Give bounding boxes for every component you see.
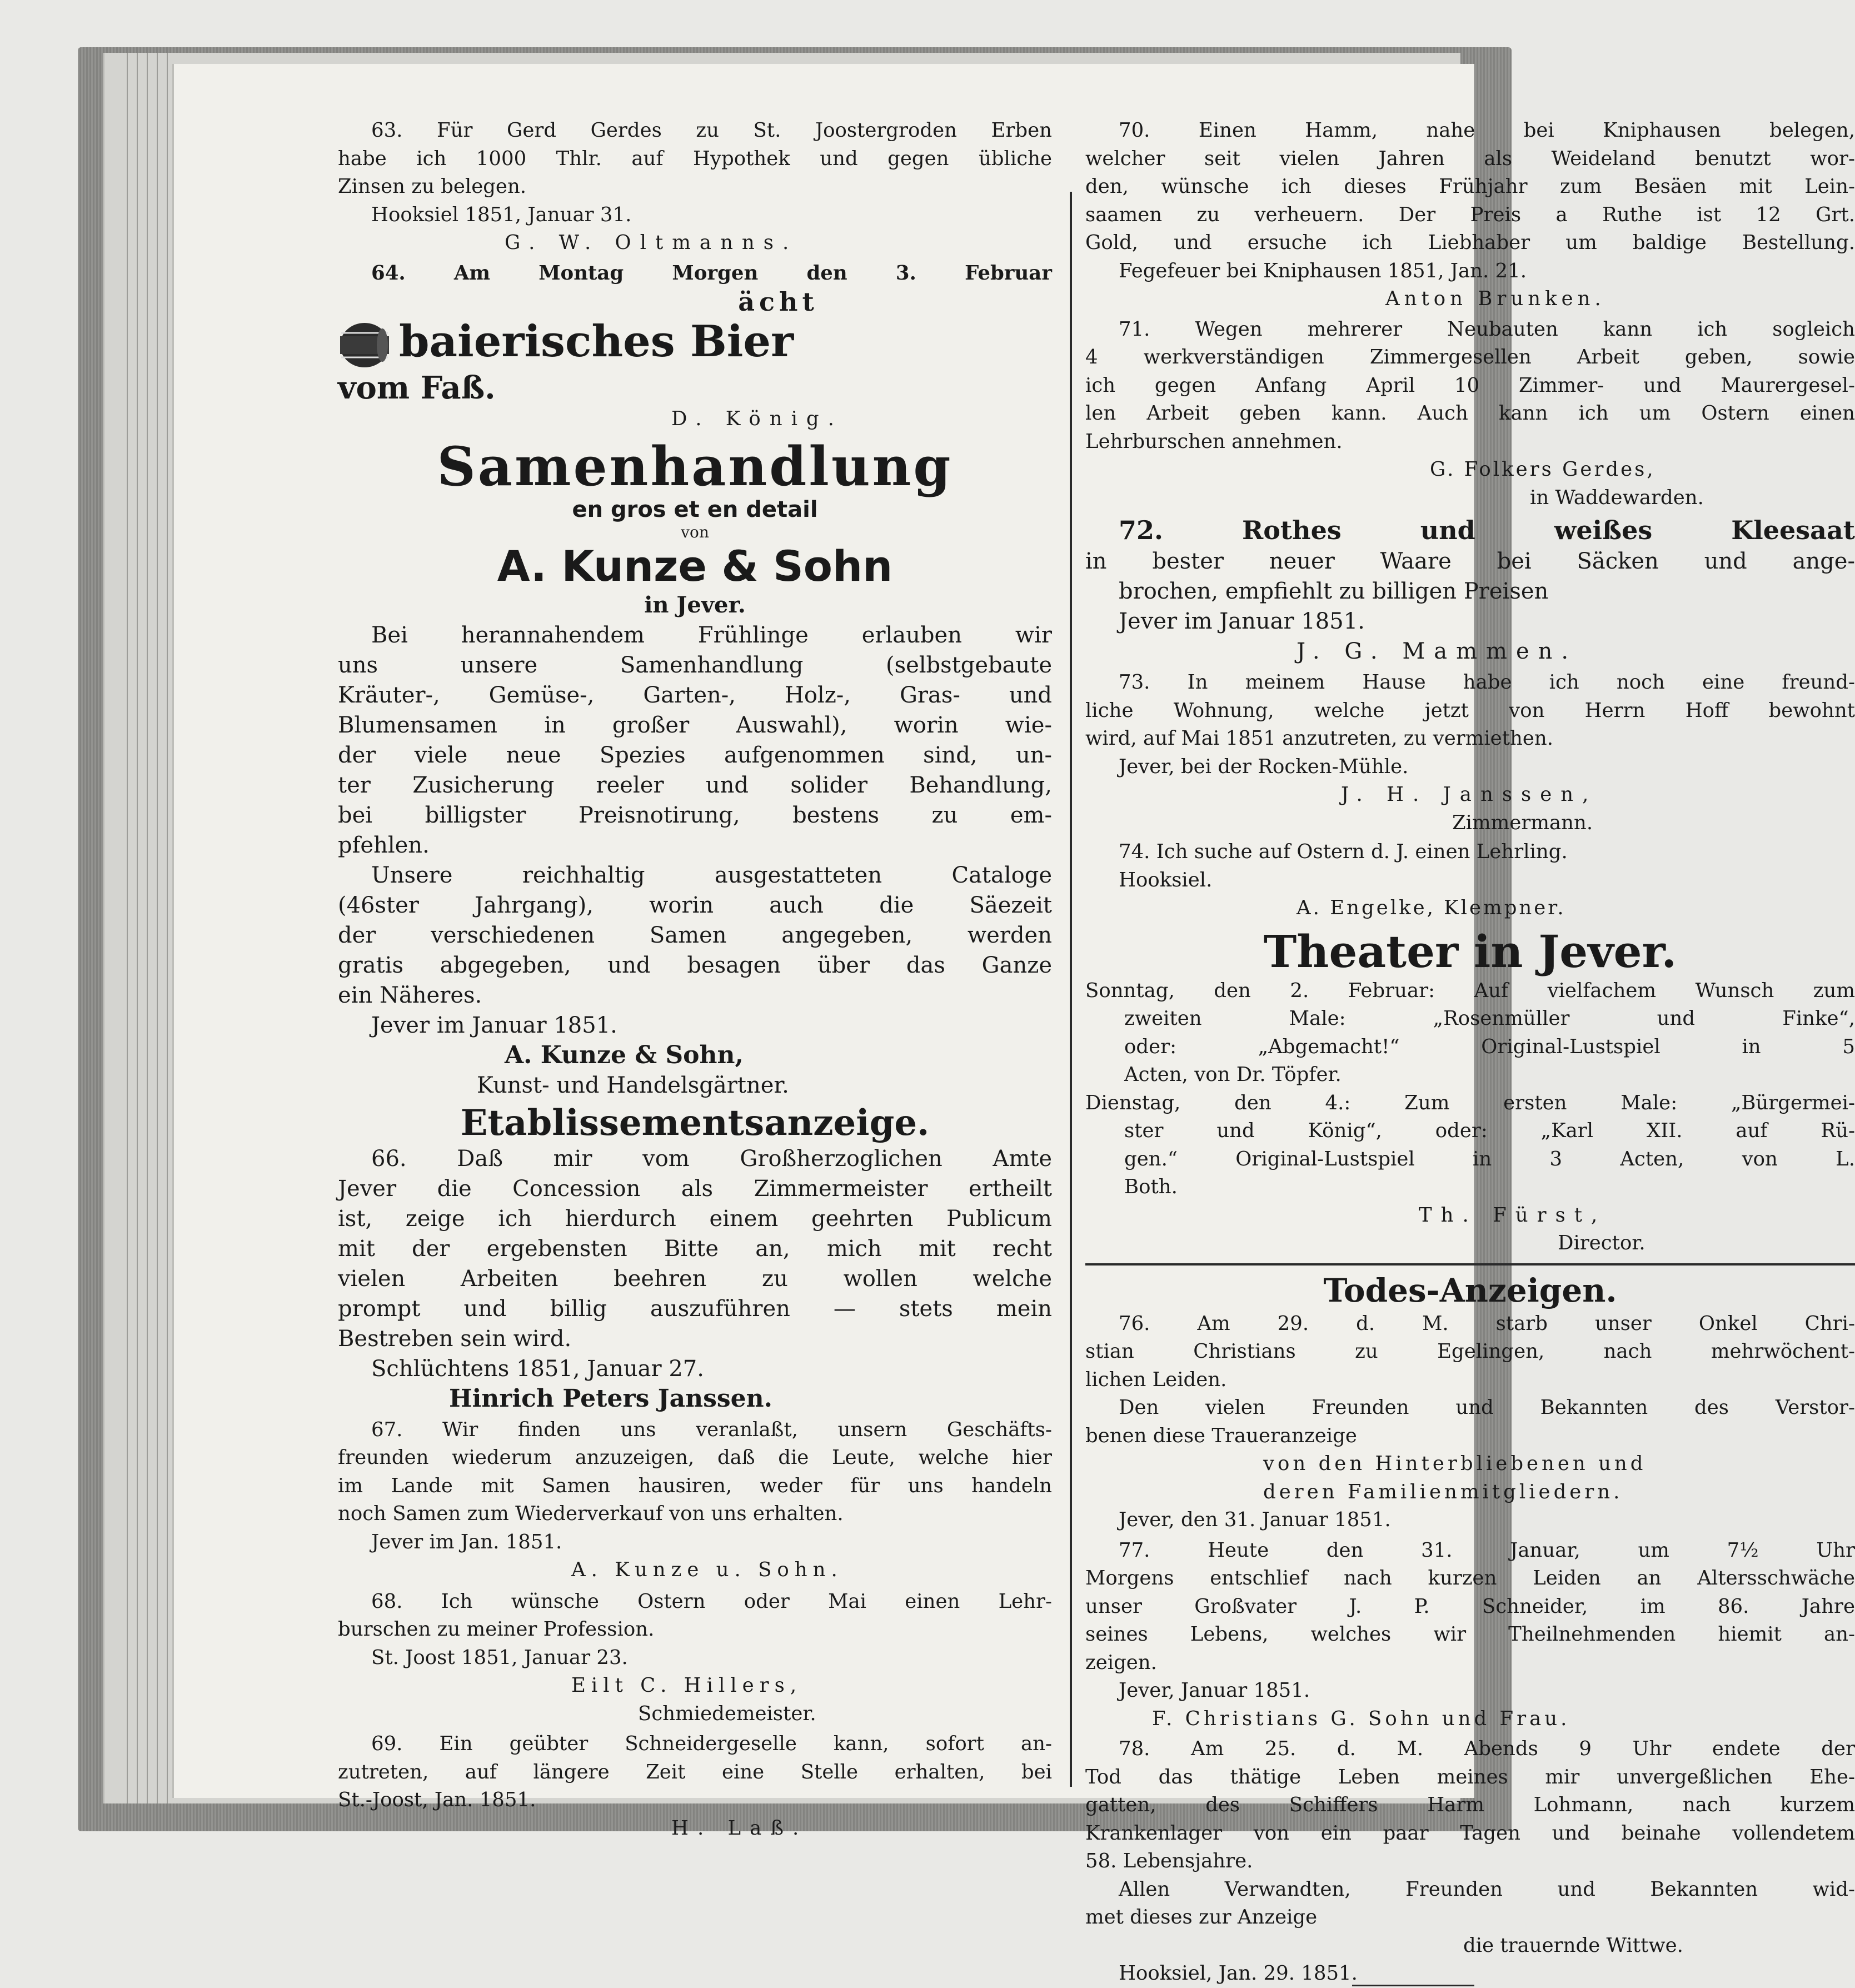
ad-67-body-line: 67. Wir finden uns veranlaßt, unsern Geschäfts-: [371, 1418, 1052, 1441]
ad-72-body-line: in bester neuer Waare bei Säcken und ange-: [1085, 549, 1855, 574]
ad-63-line-3: Zinsen zu belegen.: [338, 175, 527, 198]
theater-signature-role: Director.: [1558, 1232, 1645, 1254]
ad-72: [1085, 514, 1855, 666]
ad-71-body-line: ich gegen Anfang April 10 Zimmer- und Maurergesel-: [1085, 373, 1855, 397]
ad-66-body-line: 66. Daß mir vom Großherzoglichen Amte: [371, 1145, 1052, 1172]
theater-title: Theater in Jever.: [1263, 925, 1677, 978]
ad-73-body-line: Jever, bei der Rocken-Mühle.: [1119, 755, 1409, 778]
death-notices-title: Todes-Anzeigen.: [1323, 1271, 1617, 1309]
ad-78-date: Hooksiel, Jan. 29. 1851.: [1119, 1962, 1358, 1985]
theater-line: ster und König“, oder: „Karl XII. auf Rü-: [1124, 1119, 1855, 1142]
ad-76-line: von den Hinterbliebenen und: [1263, 1452, 1647, 1475]
ad-65-title: Samenhandlung: [437, 435, 953, 498]
ad-68-body-line: 68. Ich wünsche Ostern oder Mai einen Lehr-: [371, 1590, 1052, 1613]
ad-65-body-line: (46ster Jahrgang), worin auch die Säezeit: [338, 892, 1052, 918]
ad-78-line: 78. Am 25. d. M. Abends 9 Uhr endete der: [1119, 1737, 1855, 1760]
beer-barrel-icon: [338, 320, 391, 371]
ad-78-line: gatten, des Schiffers Harm Lohmann, nach kurzem: [1085, 1793, 1855, 1816]
ad-74-body-line: Hooksiel.: [1119, 868, 1213, 891]
ad-64-vom-fass: vom Faß.: [338, 370, 496, 406]
ad-69: [338, 1730, 1052, 1842]
ad-66-body-line: vielen Arbeiten beehren zu wollen welche: [338, 1265, 1052, 1292]
ad-66: [338, 1103, 1052, 1414]
ad-63-line-1: 63. Für Gerd Gerdes zu St. Joostergroden Erben: [371, 119, 1052, 142]
ad-78-line: 58. Lebensjahre.: [1085, 1850, 1253, 1872]
ad-76-line: deren Familienmitgliedern.: [1263, 1480, 1623, 1503]
ad-76-line: lichen Leiden.: [1085, 1368, 1227, 1391]
ad-76-line: stian Christians zu Egelingen, nach mehrwöchent-: [1085, 1340, 1855, 1363]
theater-signature: Th. Fürst,: [1419, 1203, 1607, 1227]
ad-66-body-line: ist, zeige ich hierdurch einem geehrten Publicum: [338, 1205, 1052, 1232]
ad-71-body-line: Lehrburschen annehmen.: [1085, 430, 1343, 453]
ad-77-line: 77. Heute den 31. Januar, um 7½ Uhr: [1119, 1538, 1855, 1562]
ad-76-line: Den vielen Freunden und Bekannten des Verstor-: [1119, 1396, 1855, 1419]
ad-76: [1085, 1310, 1855, 1534]
ad-69-body-line: St.-Joost, Jan. 1851.: [338, 1788, 536, 1811]
ad-65-body-line: der verschiedenen Samen angegeben, werden: [338, 922, 1052, 948]
ad-66-body-line: mit der ergebensten Bitte an, mich mit recht: [338, 1235, 1052, 1262]
ad-74: [1085, 838, 1855, 923]
ad-65-body-line: pfehlen.: [338, 832, 430, 858]
ad-65-signature-role: Kunst- und Handelsgärtner.: [477, 1072, 789, 1098]
ad-71-body-line: 71. Wegen mehrerer Neubauten kann ich sogleich: [1119, 317, 1855, 341]
ad-65-body-line: ter Zusicherung reeler und solider Behandlung,: [338, 772, 1052, 798]
ad-63-signature: G. W. Oltmanns.: [505, 231, 798, 254]
theater-announcement: [1085, 926, 1855, 1258]
theater-line: Sonntag, den 2. Februar: Auf vielfachem Wunsch zum: [1085, 979, 1855, 1002]
theater-line: Dienstag, den 4.: Zum ersten Male: „Bürgermei-: [1085, 1091, 1855, 1114]
ad-65-body-line: Kräuter-, Gemüse-, Garten-, Holz-, Gras- und: [338, 682, 1052, 708]
ad-64-echt: ächt: [738, 287, 819, 317]
ad-78-line: Allen Verwandten, Freunden und Bekannten wid-: [1119, 1877, 1855, 1901]
ad-65-body-line: gratis abgegeben, und besagen über das Ganze: [338, 952, 1052, 978]
ad-63-line-2: habe ich 1000 Thlr. auf Hypothek und gegen übliche: [338, 147, 1052, 170]
ad-76-date: Jever, den 31. Januar 1851.: [1119, 1508, 1391, 1531]
ad-68-signature: Eilt C. Hillers,: [571, 1674, 802, 1697]
ad-78-signature: die trauernde Wittwe.: [1463, 1934, 1683, 1957]
ad-65-body-line: Blumensamen in großer Auswahl), worin wie-: [338, 712, 1052, 738]
ad-73: [1085, 669, 1855, 837]
ad-64-signature: D. König.: [671, 407, 843, 430]
ad-65-date: Jever im Januar 1851.: [371, 1012, 617, 1038]
ad-65: [338, 437, 1052, 1100]
theater-line: oder: „Abgemacht!“ Original-Lustspiel in 5: [1124, 1035, 1855, 1058]
ad-68-date: St. Joost 1851, Januar 23.: [371, 1646, 628, 1669]
ad-78-line: Tod das thätige Leben meines mir unvergeßlichen Ehe-: [1085, 1765, 1855, 1788]
ad-74-signature: A. Engelke, Klempner.: [1296, 896, 1566, 919]
ad-74-body-line: 74. Ich suche auf Ostern d. J. einen Lehrling.: [1119, 840, 1568, 863]
ad-66-body-line: prompt und billig auszuführen — stets mein: [338, 1296, 1052, 1322]
ad-65-firm: A. Kunze & Sohn: [497, 541, 893, 591]
ad-77-date: Jever, Januar 1851.: [1119, 1679, 1310, 1702]
ad-70-body-line: 70. Einen Hamm, nahe bei Kniphausen belegen,: [1119, 119, 1855, 142]
ad-65-signature: A. Kunze & Sohn,: [505, 1040, 744, 1069]
ad-72-body-line: brochen, empfiehlt zu billigen Preisen: [1119, 579, 1549, 604]
ad-70-date: Fegefeuer bei Kniphausen 1851, Jan. 21.: [1119, 259, 1527, 282]
ad-69-signature: H. Laß.: [671, 1816, 808, 1840]
ad-64: [338, 260, 1052, 434]
ad-72-date: Jever im Januar 1851.: [1119, 609, 1365, 634]
ad-67-signature: A. Kunze u. Sohn.: [571, 1558, 843, 1581]
ad-66-title: Etablissementsanzeige.: [460, 1102, 930, 1144]
ad-73-signature: J. H. Janssen,: [1341, 783, 1598, 806]
ad-65-von: von: [681, 522, 709, 541]
ad-63: [338, 117, 1052, 257]
ad-67: [338, 1416, 1052, 1585]
ad-64-beer: baierisches Bier: [399, 316, 794, 367]
ad-77-line: zeigen.: [1085, 1651, 1157, 1674]
ad-65-body-line: uns unsere Samenhandlung (selbstgebaute: [338, 652, 1052, 678]
ad-70-body-line: den, wünsche ich dieses Frühjahr zum Besäen mit Lein-: [1085, 175, 1855, 198]
ad-77: [1085, 1537, 1855, 1733]
ad-66-body-line: Jever die Concession als Zimmermeister ertheilt: [338, 1175, 1052, 1202]
ad-65-body-line: Bei herannahendem Frühlinge erlauben wir: [371, 622, 1052, 648]
ad-73-body-line: wird, auf Mai 1851 anzutreten, zu vermiethen.: [1085, 727, 1553, 750]
ad-69-body-line: 69. Ein geübter Schneidergeselle kann, sofort an-: [371, 1732, 1052, 1755]
ad-77-line: seines Lebens, welches wir Theilnehmenden hiemit an-: [1085, 1623, 1855, 1646]
ad-65-place: in Jever.: [644, 591, 746, 618]
ad-77-signature: F. Christians G. Sohn und Frau.: [1152, 1707, 1570, 1730]
ad-78-line: met dieses zur Anzeige: [1085, 1906, 1318, 1929]
ad-67-body-line: im Lande mit Samen hausiren, weder für uns handeln: [338, 1474, 1052, 1497]
theater-line: Both.: [1124, 1175, 1178, 1198]
ad-68-body-line: burschen zu meiner Profession.: [338, 1618, 655, 1641]
ad-65-subtitle: en gros et en detail: [572, 496, 818, 522]
closing-rule: [1352, 1985, 1474, 1986]
theater-line: gen.“ Original-Lustspiel in 3 Acten, von L.: [1124, 1147, 1855, 1170]
ad-70-body-line: saamen zu verheuern. Der Preis a Ruthe ist 12 Grt.: [1085, 203, 1855, 226]
ad-73-body-line: 73. In meinem Hause habe ich noch eine freund-: [1119, 671, 1855, 694]
ad-67-date: Jever im Jan. 1851.: [371, 1530, 562, 1553]
ad-73-signature-role: Zimmermann.: [1452, 811, 1593, 834]
ad-73-body-line: liche Wohnung, welche jetzt von Herrn Hoff bewohnt: [1085, 699, 1855, 722]
ad-76-line: benen diese Traueranzeige: [1085, 1424, 1357, 1447]
ad-77-line: Morgens entschlief nach kurzen Leiden an Altersschwäche: [1085, 1567, 1855, 1590]
ad-78: [1085, 1735, 1855, 1988]
ad-65-body-line: bei billigster Preisnotirung, bestens zu em-: [338, 802, 1052, 828]
ad-66-body-line: Bestreben sein wird.: [338, 1326, 572, 1352]
ad-65-body-line: Unsere reichhaltig ausgestatteten Cataloge: [371, 862, 1052, 888]
theater-line: Acten, von Dr. Töpfer.: [1124, 1063, 1342, 1086]
ad-70-signature: Anton Brunken.: [1385, 287, 1605, 310]
ad-64-line-1: 64. Am Montag Morgen den 3. Februar: [371, 261, 1052, 285]
ad-76-line: 76. Am 29. d. M. starb unser Onkel Chri-: [1119, 1312, 1855, 1335]
ad-64-heading: [338, 316, 1052, 371]
ad-71-signature: G. Folkers Gerdes,: [1430, 458, 1655, 481]
newspaper-page: [172, 64, 1855, 1985]
section-rule: [1085, 1263, 1855, 1265]
ad-65-body-line: der viele neue Spezies aufgenommen sind, un-: [338, 742, 1052, 768]
ad-72-signature: J. G. Mammen.: [1296, 639, 1578, 664]
ad-70: [1085, 117, 1855, 313]
ad-69-body-line: zutreten, auf längere Zeit eine Stelle erhalten, bei: [338, 1760, 1052, 1783]
ad-66-signature: Hinrich Peters Janssen.: [449, 1384, 772, 1413]
ad-71-body-line: len Arbeit geben kann. Auch kann ich um Ostern einen: [1085, 402, 1855, 425]
ad-78-line: Krankenlager von ein paar Tagen und beinahe vollendetem: [1085, 1821, 1855, 1845]
left-column: [338, 117, 1052, 1842]
ad-65-body-line: ein Näheres.: [338, 982, 482, 1008]
ad-71-signature-place: in Waddewarden.: [1530, 486, 1704, 509]
ad-70-body-line: Gold, und ersuche ich Liebhaber um baldige Bestellung.: [1085, 231, 1855, 254]
ad-71-body-line: 4 werkverständigen Zimmergesellen Arbeit geben, sowie: [1085, 346, 1855, 368]
column-divider: [1070, 192, 1072, 1787]
ad-72-heading: 72. Rothes und weißes Kleesaat: [1119, 515, 1855, 545]
theater-line: zweiten Male: „Rosenmüller und Finke“,: [1124, 1007, 1855, 1030]
ad-67-body-line: freunden wiederum anzuzeigen, daß die Leute, welche hier: [338, 1446, 1052, 1469]
ad-70-body-line: welcher seit vielen Jahren als Weideland benutzt wor-: [1085, 147, 1855, 170]
ad-68: [338, 1588, 1052, 1728]
ad-68-signature-role: Schmiedemeister.: [638, 1702, 816, 1725]
ad-77-line: unser Großvater J. P. Schneider, im 86. Jahre: [1085, 1595, 1855, 1618]
ad-67-body-line: noch Samen zum Wiederverkauf von uns erhalten.: [338, 1502, 844, 1525]
death-notices: [1085, 1271, 1855, 1988]
ad-63-date: Hooksiel 1851, Januar 31.: [371, 203, 632, 226]
right-column: [1085, 117, 1855, 1988]
ad-66-date: Schlüchtens 1851, Januar 27.: [371, 1356, 704, 1382]
ad-65-body: [338, 620, 1052, 1100]
ad-71: [1085, 316, 1855, 512]
